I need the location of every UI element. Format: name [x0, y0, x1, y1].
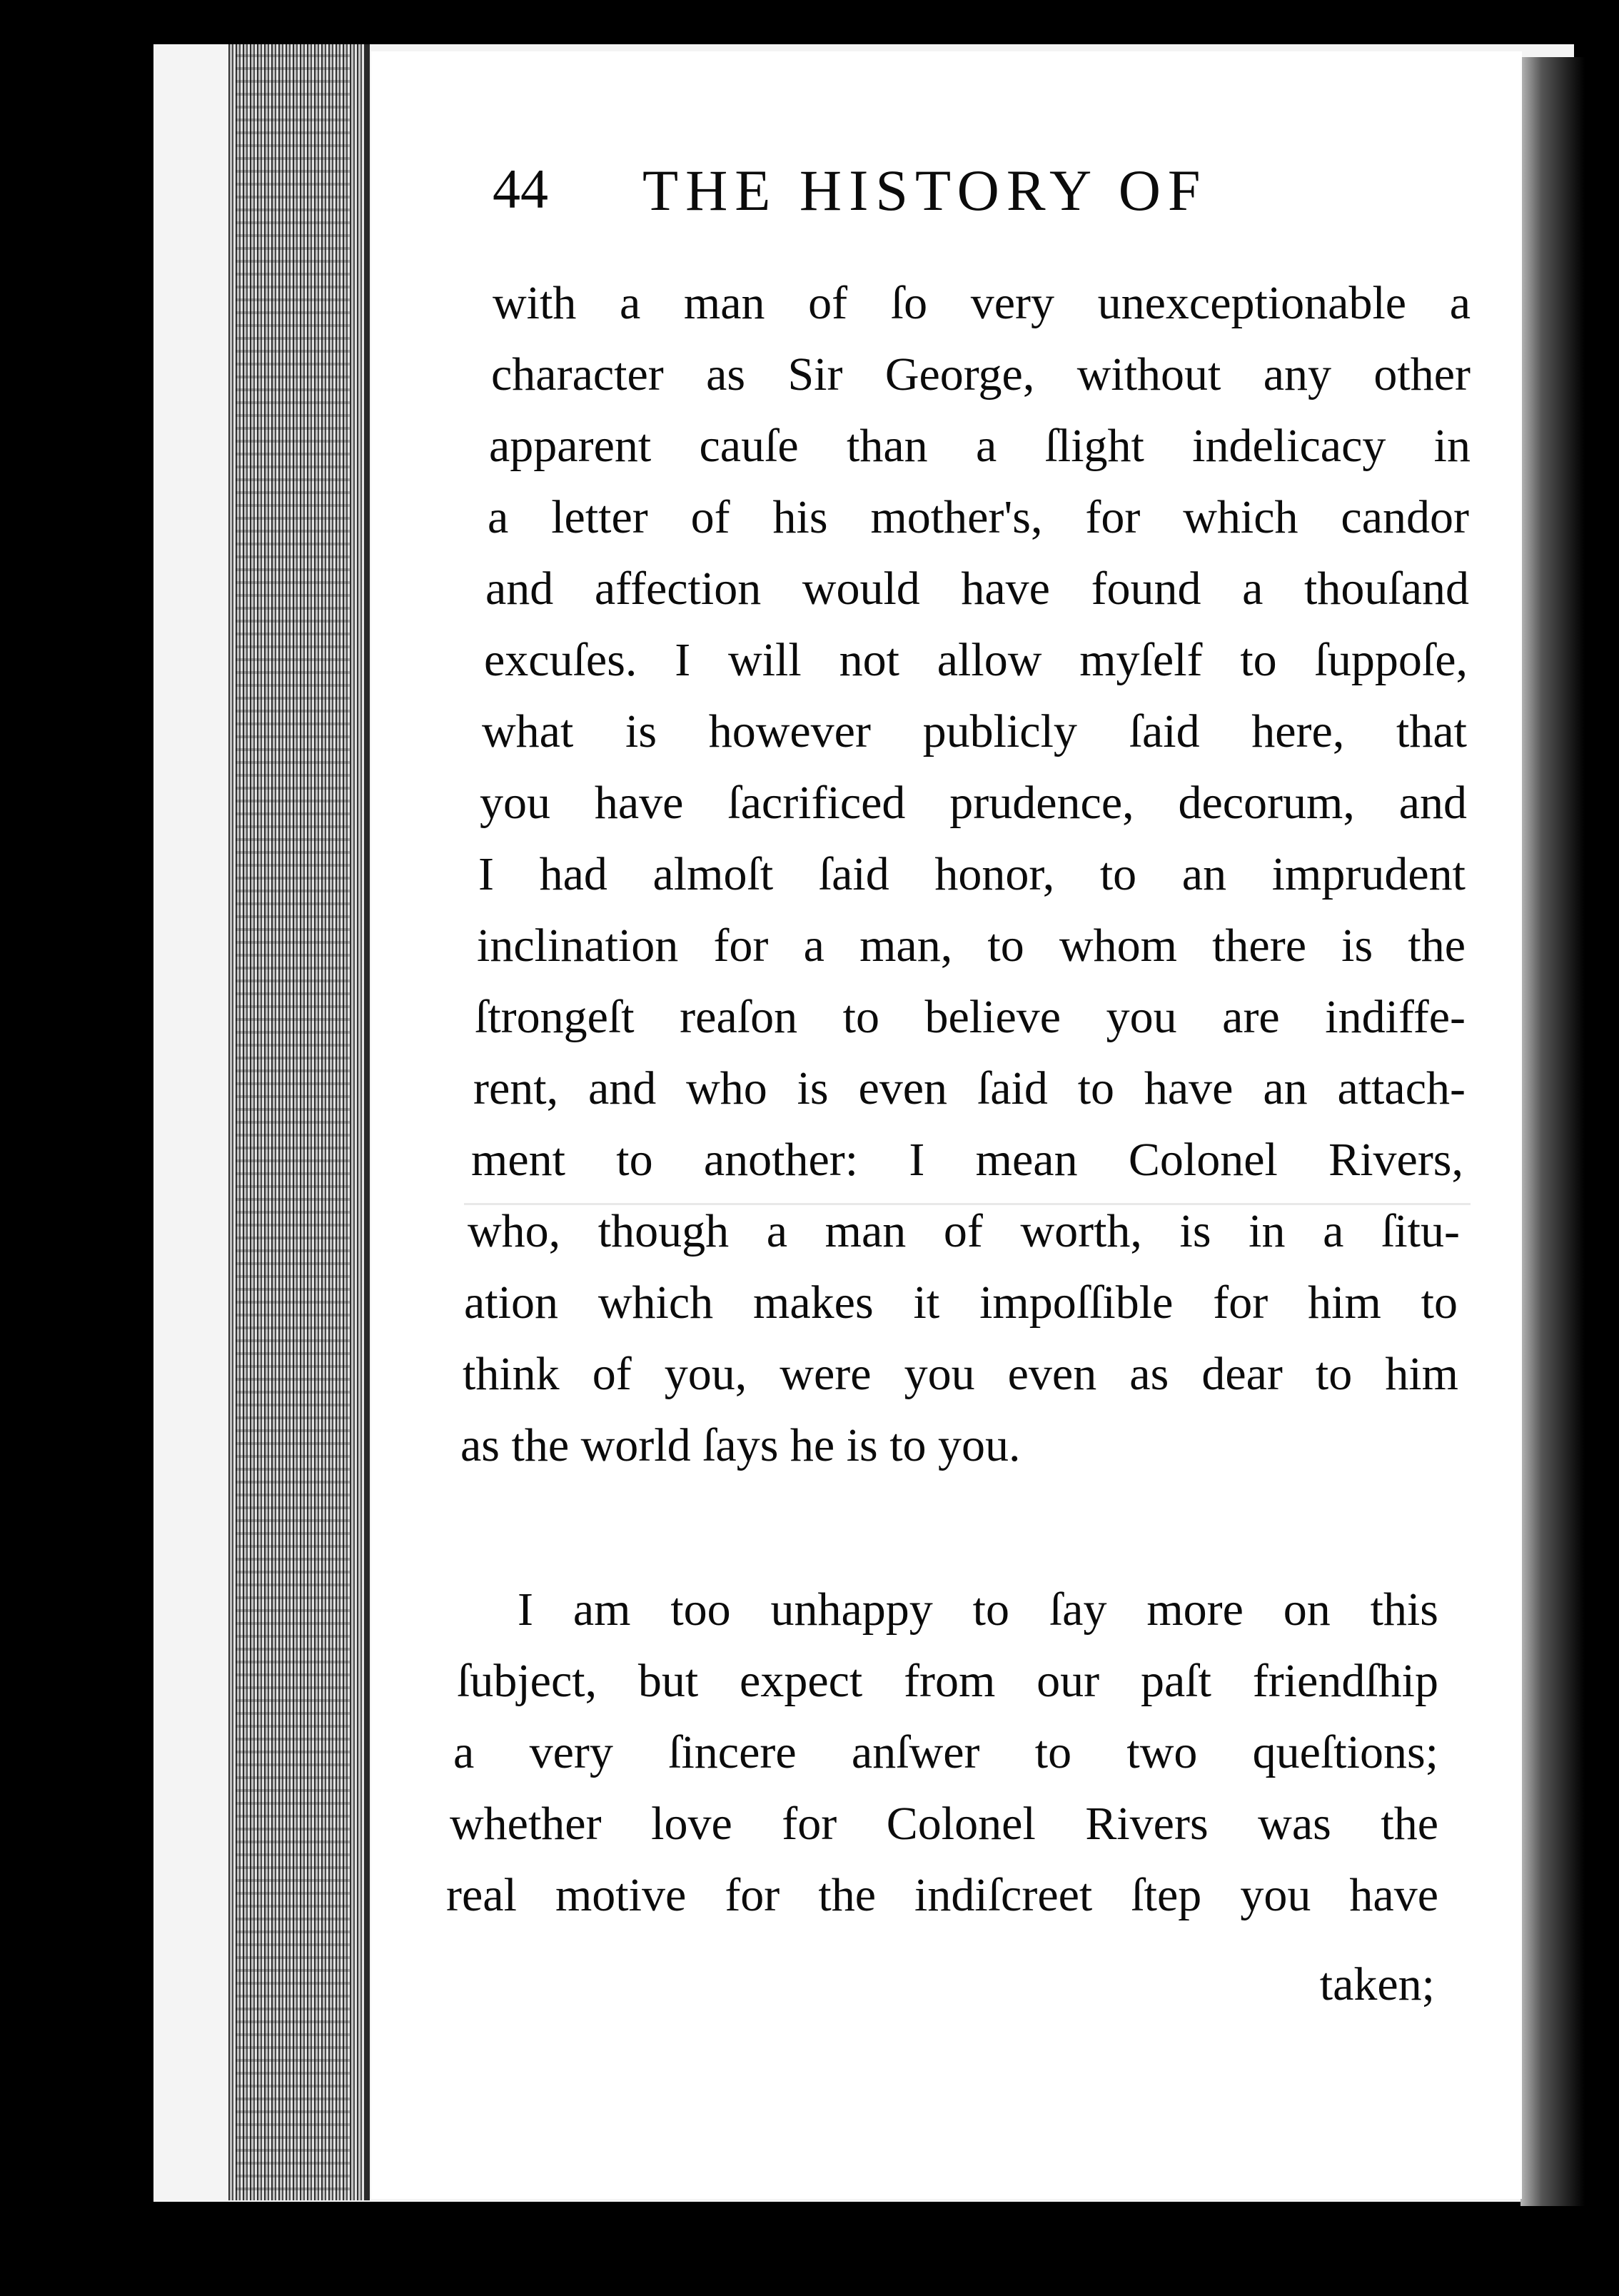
text-line: apparent cauſe than a ſlight indelicacy in [489, 420, 1471, 472]
text-line: and affection would have found a thouſand [485, 563, 1469, 615]
text-line: rent, and who is even ſaid to have an attach- [473, 1062, 1466, 1114]
text-line: who, though a man of worth, is in a ſitu- [468, 1205, 1460, 1257]
running-head: THE HISTORY OF [642, 158, 1208, 223]
right-edge-shadow [1520, 57, 1585, 2206]
text-line: think of you, were you even as dear to him [463, 1348, 1458, 1400]
page-number: 44 [493, 158, 548, 220]
text-line: ſubject, but expect from our paſt friendſhip [457, 1655, 1438, 1707]
text-line: a very ſincere anſwer to two queſtions; [453, 1726, 1438, 1778]
text-line: with a man of ſo very unexceptionable a [493, 277, 1471, 329]
text-line: whether love for Colonel Rivers was the [450, 1798, 1438, 1850]
text-line: as the world ſays he is to you. [460, 1419, 1021, 1471]
binding-line [364, 44, 370, 2200]
page-header [493, 157, 1349, 243]
text-line: I am too unhappy to ſay more on this [518, 1583, 1438, 1636]
text-line: excuſes. I will not allow myſelf to ſuppoſe, [484, 634, 1468, 686]
text-line: ation which makes it impoſſible for him to [464, 1277, 1458, 1329]
catchword: taken; [1319, 1958, 1435, 2010]
text-line: ment to another: I mean Colonel Rivers, [471, 1134, 1463, 1186]
text-line: you have ſacrificed prudence, decorum, and [480, 777, 1467, 829]
text-line: I had almoſt ſaid honor, to an imprudent [478, 848, 1466, 900]
page-edges-shading [236, 44, 350, 2200]
text-line: real motive for the indiſcreet ſtep you have [446, 1869, 1438, 1921]
text-line: character as Sir George, without any other [491, 348, 1471, 401]
text-line: inclination for a man, to whom there is the [477, 920, 1466, 972]
text-line: what is however publicly ſaid here, that [482, 705, 1467, 757]
text-line: ſtrongeſt reaſon to believe you are indiffe- [475, 991, 1466, 1043]
text-line: a letter of his mother's, for which candor [488, 491, 1469, 543]
